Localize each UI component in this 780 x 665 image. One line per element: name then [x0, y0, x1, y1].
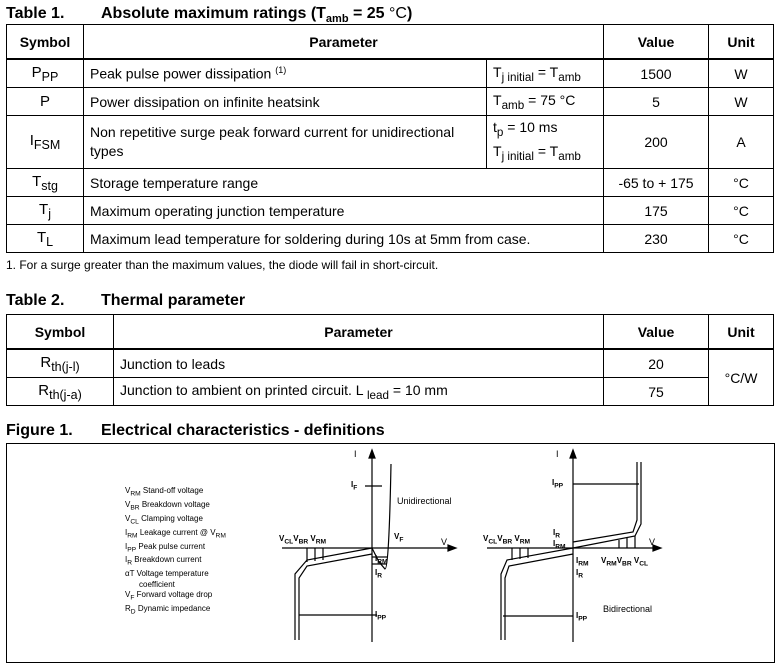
value-cell: 1500 [604, 59, 709, 88]
unit-cell: W [709, 59, 774, 88]
param-cell: Non repetitive surge peak forward current for unidirectional types [84, 116, 487, 169]
label-ipp-bi: $I_{PP}$ [576, 611, 588, 623]
unit-cell: A [709, 116, 774, 169]
header-parameter: Parameter [114, 315, 604, 350]
value-cell: 20 [604, 349, 709, 378]
symbol-tstg: $T_{stg}$ [7, 169, 84, 197]
table2-heading [6, 292, 245, 310]
symbol-ifsm: $I_{FSM}$ [7, 116, 84, 169]
value-cell: 175 [604, 197, 709, 225]
header-symbol: Symbol [7, 315, 114, 350]
table-row [7, 116, 774, 169]
bidirectional-iv-curve [7, 444, 774, 662]
unit-cell: °C [709, 169, 774, 197]
header-unit: Unit [709, 315, 774, 350]
value-cell: -65 to + 175 [604, 169, 709, 197]
legend-item: $V_{CL}$ Clamping voltage [125, 513, 203, 526]
label-irm-bi-top: $I_{RM}$ [553, 539, 566, 551]
label-ir-bi: $I_R$ [576, 568, 584, 580]
param-cell: Junction to leads [114, 349, 604, 378]
unidirectional-label: Unidirectional [397, 496, 452, 506]
label-vf: $V_F$ [394, 532, 404, 544]
label-ipp: $I_{PP}$ [375, 610, 387, 622]
label-vrm-vbr-vcl-bi: $V_{RM}V_{BR}$ $V_{CL}$ [601, 556, 649, 568]
table-row [7, 378, 774, 406]
table-row [7, 169, 774, 197]
legend-item: $V_{BR}$ Breakdown voltage [125, 499, 210, 512]
legend-item: αT Voltage temperature [125, 569, 209, 579]
legend-item: $I_{RM}$ Leakage current @ $V_{RM}$ [125, 527, 226, 540]
cond-tj-initial: $T_{j initial} = T_{amb}$ [487, 59, 604, 88]
table-header-row [7, 315, 774, 350]
label-vcl-vbr-vrm-bi: $V_{CL}V_{BR}$ $V_{RM}$ [483, 534, 531, 546]
symbol-tj: $T_j$ [7, 197, 84, 225]
header-value: Value [604, 25, 709, 60]
label-irm-bi: $I_{RM}$ [576, 556, 589, 568]
symbol-ppp: $P_{PP}$ [7, 59, 84, 88]
table-header-row [7, 25, 774, 60]
header-value: Value [604, 315, 709, 350]
unit-cell: °C/W [709, 349, 774, 406]
label-ir-bi-top: $I_R$ [553, 528, 561, 540]
symbol-rth-jl: $R_{th(j-l)}$ [7, 349, 114, 378]
cond-tamb: $T_{amb} = 75$ °C [487, 88, 604, 116]
label-ir: $I_R$ [375, 568, 383, 580]
table-row [7, 349, 774, 378]
axis-i-label: I [354, 449, 357, 459]
param-cell: Junction to ambient on printed circuit. L $_{lead}$ = 10 mm [114, 378, 604, 406]
param-cell: Storage temperature range [84, 169, 604, 197]
table1-number: Table 1. [6, 5, 65, 22]
thermal-parameter-table [6, 314, 774, 406]
param-cell: Power dissipation on infinite heatsink [84, 88, 487, 116]
symbol-rth-ja: $R_{th(j-a)}$ [7, 378, 114, 406]
unit-cell: °C [709, 225, 774, 253]
axis-v-label: V [441, 537, 448, 547]
symbol-tl: $T_L$ [7, 225, 84, 253]
table-row [7, 88, 774, 116]
param-cell: Maximum operating junction temperature [84, 197, 604, 225]
value-cell: 5 [604, 88, 709, 116]
legend-item: $V_F$ Forward voltage drop [125, 589, 213, 602]
legend-item: coefficient [139, 579, 175, 589]
label-ipp-bi-top: $I_{PP}$ [552, 478, 564, 490]
absolute-max-ratings-table [6, 24, 774, 253]
symbol-p: P [7, 88, 84, 116]
table1-footnote: 1. For a surge greater than the maximum values, the diode will fail in short-circuit. [6, 258, 439, 272]
value-cell: 230 [604, 225, 709, 253]
param-peak-pulse: Peak pulse power dissipation $^{(1)}$ [84, 59, 487, 88]
table2-number: Table 2. [6, 292, 65, 309]
header-unit: Unit [709, 25, 774, 60]
value-cell: 75 [604, 378, 709, 406]
unit-cell: W [709, 88, 774, 116]
label-vcl-vbr-vrm: $V_{CL}V_{BR}$ $V_{RM}$ [279, 534, 327, 546]
table2-title: Thermal parameter [101, 292, 246, 309]
table1-heading: Table 1. Absolute maximum ratings ($T_{amb} = 25$ °C) [6, 5, 413, 26]
label-if: $I_F$ [351, 480, 358, 492]
legend-item: $I_{PP}$ Peak pulse current [125, 541, 206, 554]
table-row [7, 59, 774, 88]
unit-cell: °C [709, 197, 774, 225]
legend-item: $R_D$ Dynamic impedance [125, 603, 211, 616]
header-symbol: Symbol [7, 25, 84, 60]
value-cell: 200 [604, 116, 709, 169]
figure1-number: Figure 1. [6, 422, 73, 439]
legend-item: $I_R$ Breakdown current [125, 555, 202, 568]
axis-v-label-bi: V [649, 537, 656, 547]
cond-tp: $t_p = 10$ ms $T_{j initial} = T_{amb}$ [487, 116, 604, 169]
param-cell: Maximum lead temperature for soldering during 10s at 5mm from case. [84, 225, 604, 253]
table-row [7, 225, 774, 253]
legend-item: $V_{RM}$ Stand-off voltage [125, 486, 204, 498]
header-parameter: Parameter [84, 25, 604, 60]
electrical-characteristics-figure [6, 443, 775, 663]
bidirectional-label: Bidirectional [603, 604, 653, 614]
figure1-heading [6, 422, 385, 440]
axis-i-label-bi: I [556, 449, 559, 459]
label-irm: $I_{RM}$ [375, 554, 388, 566]
table-row [7, 197, 774, 225]
figure1-title: Electrical characteristics - definitions [101, 422, 385, 439]
